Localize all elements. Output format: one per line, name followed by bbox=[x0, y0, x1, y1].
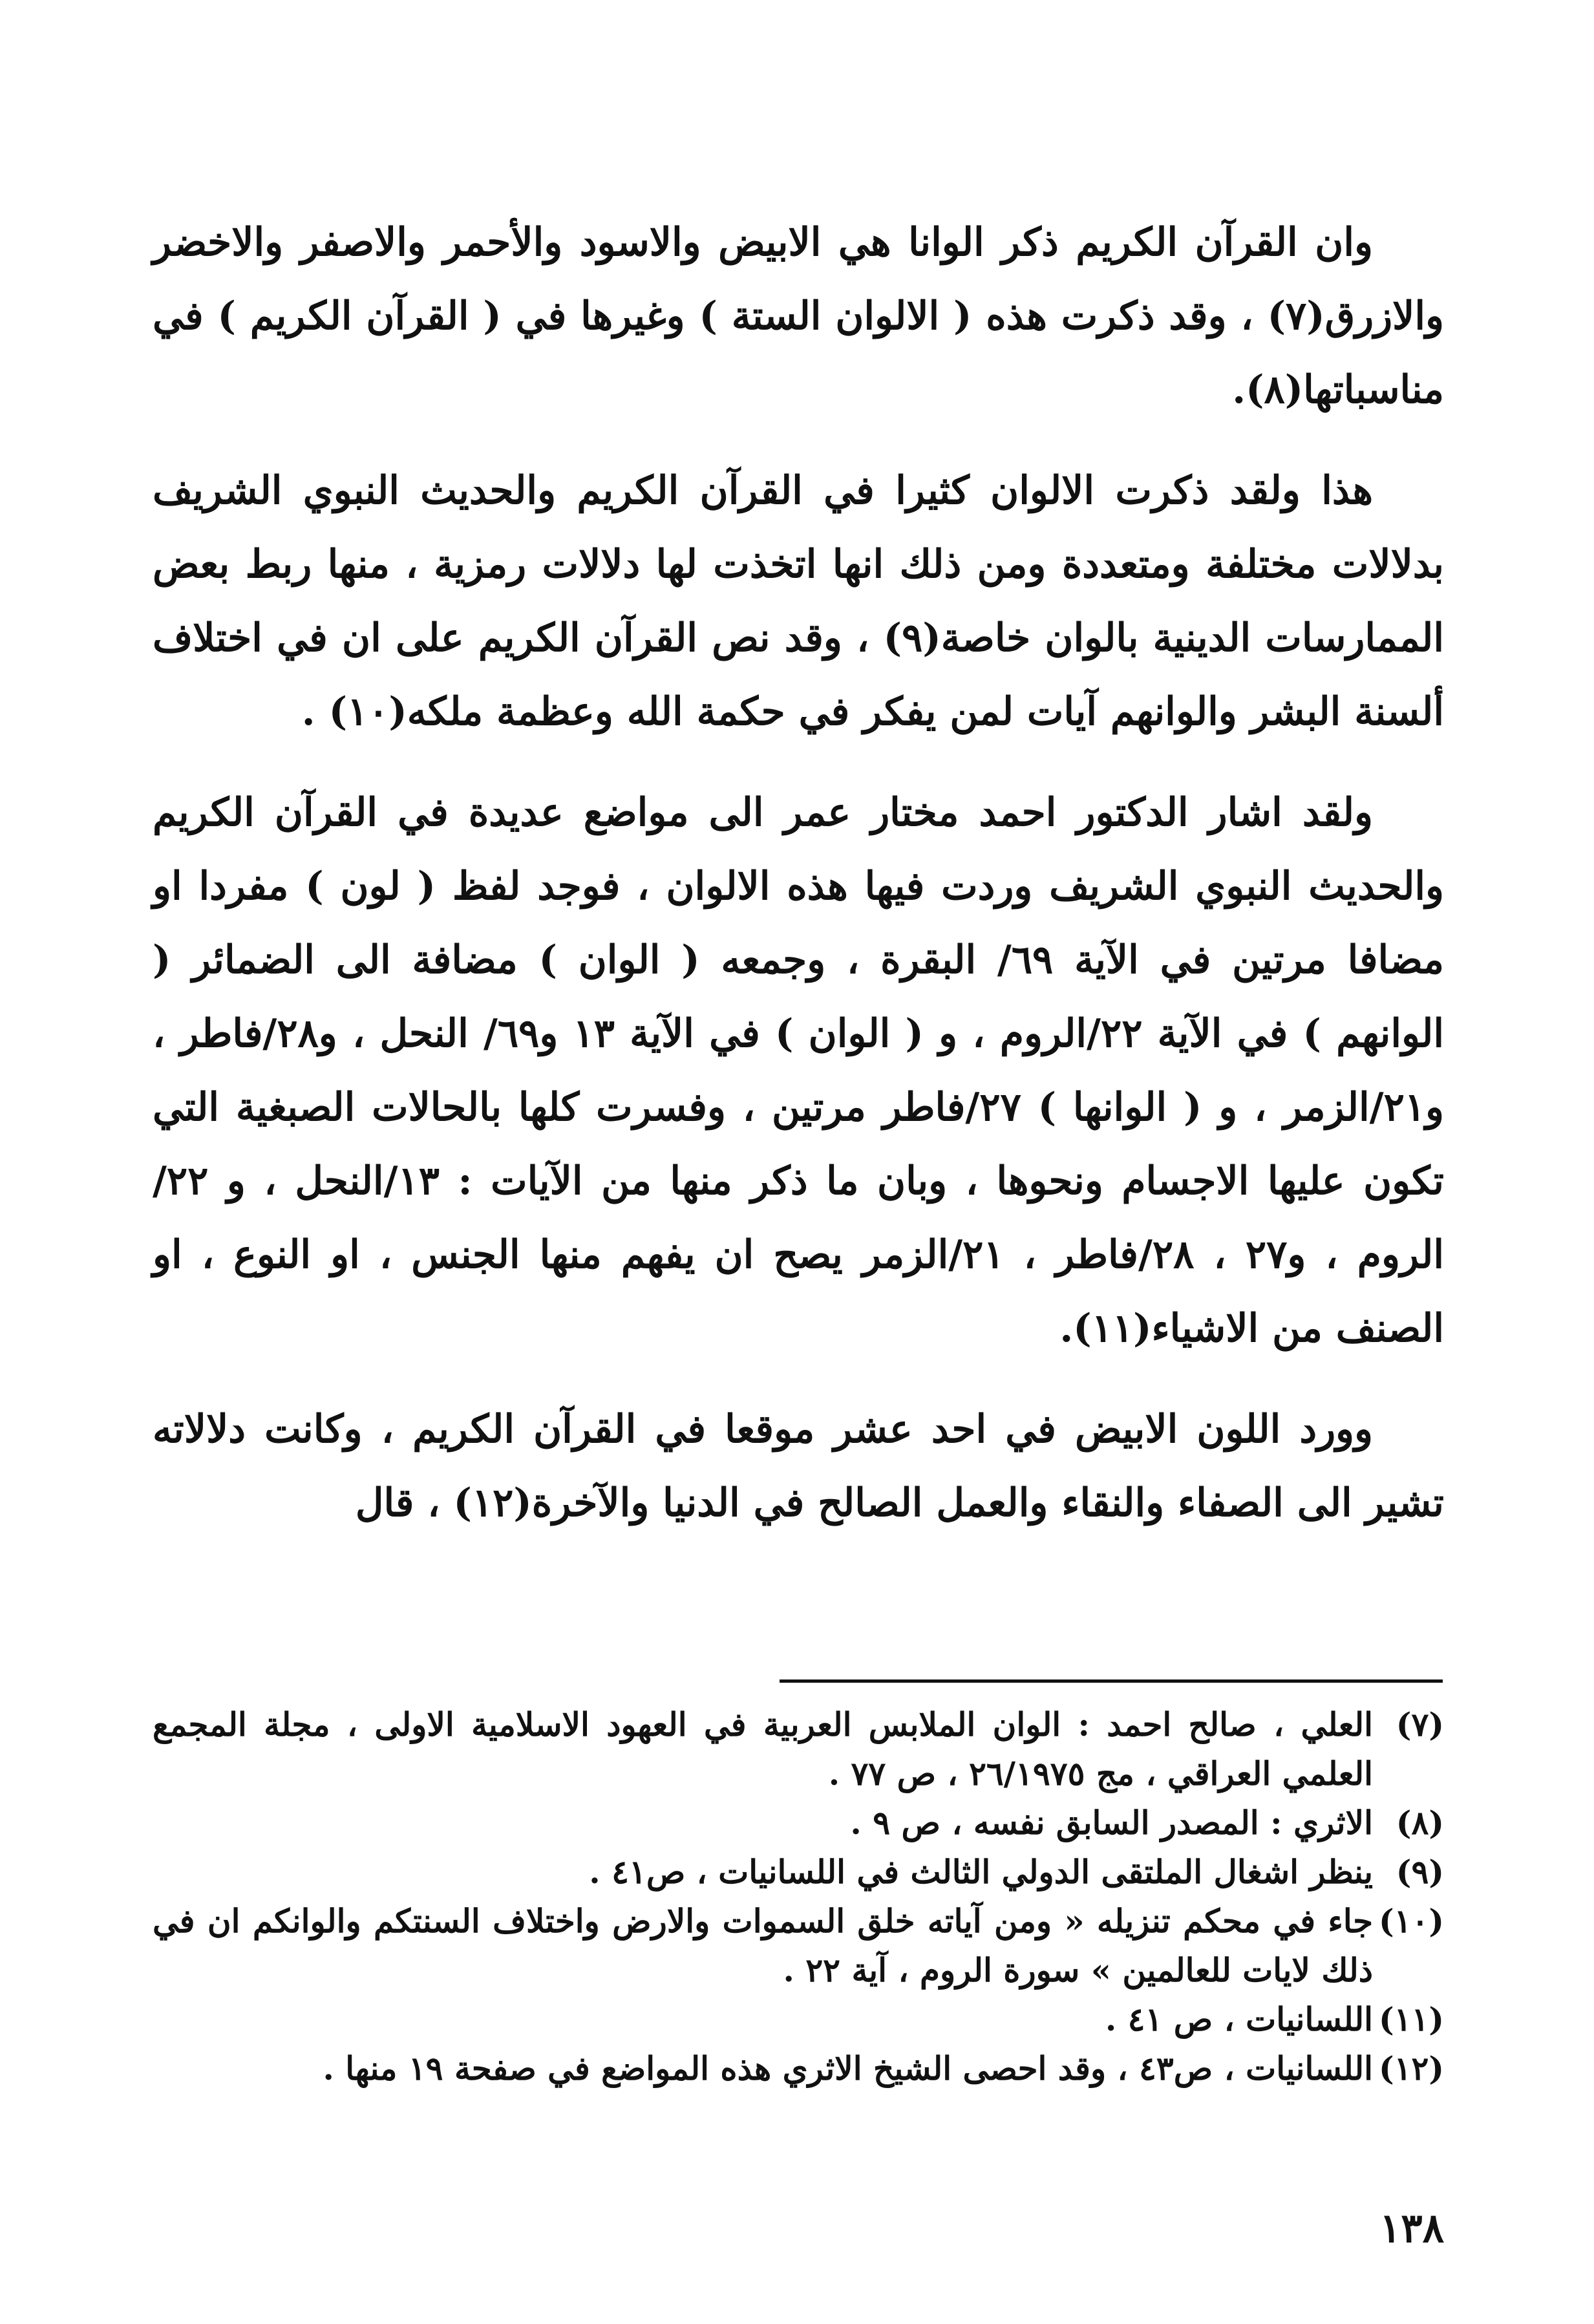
footnote-12 bbox=[153, 2044, 1444, 2093]
footnote-number: (٨) bbox=[1396, 1804, 1444, 1842]
footnote-8 bbox=[153, 1798, 1444, 1848]
footnote-number: (١٢) bbox=[1378, 2049, 1444, 2087]
footnote-10 bbox=[153, 1897, 1444, 1995]
paragraph: هذا ولقد ذكرت الالوان كثيرا في القرآن الكريم والحديث النبوي الشريف بدلالات مختلفة ومتعددة ومن ذلك انها اتخذت لها دلالات رمزية ، منها ربط بعض الممارسات الدينية بالوان خاصة(٩) ، وقد نص القرآن الكريم على ان في اختلاف ألسنة البشر والوانهم آيات لمن يفكر في حكمة الله وعظمة ملكه(١٠) . bbox=[153, 468, 1444, 734]
footnote-number: (١١) bbox=[1378, 2000, 1444, 2038]
footnote-text: اللسانيات ، ص٤٣ ، وقد احصى الشيخ الاثري هذه المواضع في صفحة ١٩ منها . bbox=[323, 2049, 1373, 2087]
paragraph: ولقد اشار الدكتور احمد مختار عمر الى مواضع عديدة في القرآن الكريم والحديث النبوي الشريف وردت فيها هذه الالوان ، فوجد لفظ ( لون ) مفردا او مضافا مرتين في الآية ٦٩/ البقرة ، وجمعه ( الوان ) مضافة الى الضمائر ( الوانهم ) في الآية ٢٢/الروم ، و ( الوان ) في الآية ١٣ و٦٩/ النحل ، و٢٨/فاطر ، و٢١/الزمر ، و ( الوانها ) ٢٧/فاطر مرتين ، وفسرت كلها بالحالات الصبغية التي تكون عليها الاجسام ونحوها ، وبان ما ذكر منها من الآيات : ١٣/النحل ، و ٢٢/الروم ، و٢٧ ، ٢٨/فاطر ، ٢١/الزمر يصح ان يفهم منها الجنس ، او النوع ، او الصنف من الاشياء(١١). bbox=[153, 790, 1445, 1351]
paragraph: وورد اللون الابيض في احد عشر موقعا في القرآن الكريم ، وكانت دلالاته تشير الى الصفاء والنقاء والعمل الصالح في الدنيا والآخرة(١٢) ، قال bbox=[153, 1407, 1444, 1526]
footnote-number: (٩) bbox=[1396, 1853, 1444, 1891]
footnote-text: العلي ، صالح احمد : الوان الملابس العربية في العهود الاسلامية الاولى ، مجلة المجمع العلمي العراقي ، مج ٢٦/١٩٧٥ ، ص ٧٧ . bbox=[153, 1705, 1373, 1793]
body-text bbox=[153, 206, 1444, 1567]
footnote-11 bbox=[153, 1995, 1444, 2044]
footnote-text: ينظر اشغال الملتقى الدولي الثالث في اللسانيات ، ص٤١ . bbox=[589, 1853, 1373, 1891]
footnote-text: اللسانيات ، ص ٤١ . bbox=[1105, 2000, 1373, 2038]
footnote-number: (١٠) bbox=[1378, 1902, 1444, 1940]
footnote-separator bbox=[780, 1679, 1443, 1683]
footnote-text: جاء في محكم تنزيله « ومن آياته خلق السموات والارض واختلاف السنتكم والوانكم ان في ذلك لايات للعالمين » سورة الروم ، آية ٢٢ . bbox=[153, 1902, 1373, 1989]
footnote-9 bbox=[153, 1848, 1444, 1897]
paragraph: وان القرآن الكريم ذكر الوانا هي الابيض والاسود والأحمر والاصفر والاخضر والازرق(٧) ، وقد ذكرت هذه ( الالوان الستة ) وغيرها في ( القرآن الكريم ) في مناسباتها(٨). bbox=[153, 220, 1444, 412]
footnote-text: الاثري : المصدر السابق نفسه ، ص ٩ . bbox=[850, 1804, 1373, 1842]
page-number: ١٣٨ bbox=[1379, 2204, 1444, 2252]
footnotes bbox=[153, 1700, 1444, 2093]
footnote-number: (٧) bbox=[1396, 1705, 1444, 1743]
footnote-7 bbox=[153, 1700, 1444, 1798]
